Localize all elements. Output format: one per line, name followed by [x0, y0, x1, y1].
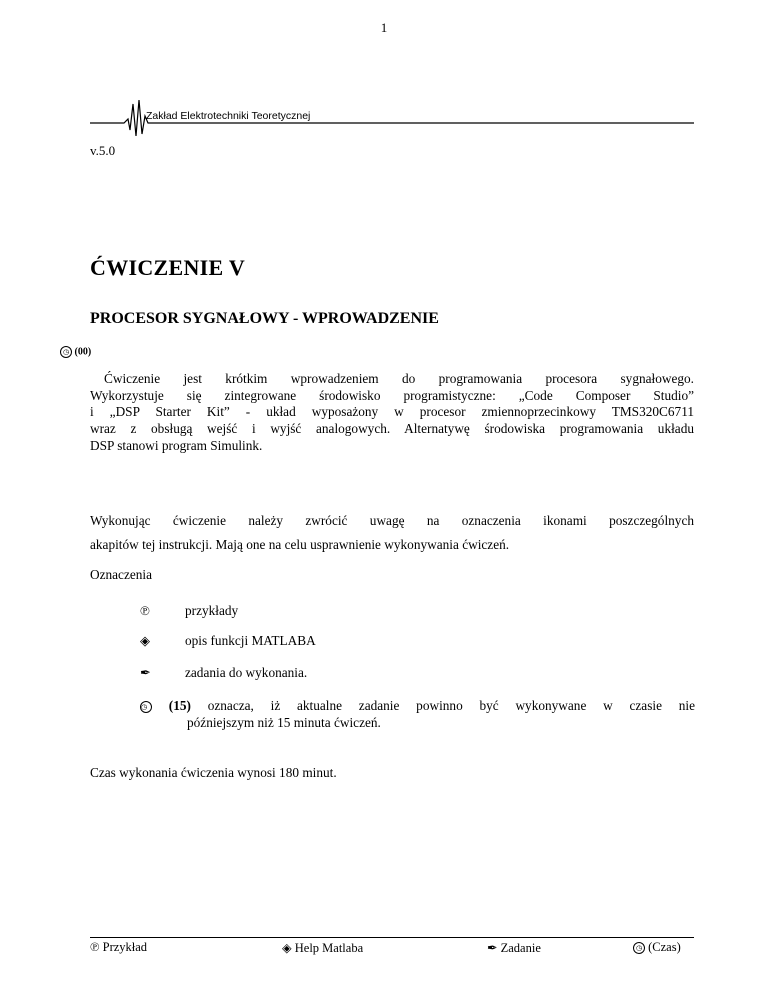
legend-item-label: opis funkcji MATLABA — [185, 633, 316, 648]
legend-title: Oznaczenia — [90, 567, 153, 582]
intro-line: i „DSP Starter Kit” - układ wyposażony w procesor zmiennoprzecinkowy TMS320C6711 — [90, 404, 694, 420]
footer-divider — [90, 937, 694, 938]
duration-text: Czas wykonania ćwiczenia wynosi 180 minut. — [90, 765, 337, 780]
time-label: (15) — [168, 698, 191, 713]
paragraph-line: Wykonując ćwiczenie należy zwrócić uwagę na oznaczenia ikonami poszczególnych — [90, 513, 694, 528]
legend-item-label: zadania do wykonania. — [185, 665, 308, 680]
example-icon: ℗ — [90, 940, 100, 954]
legend-item-label: przykłady — [185, 603, 239, 618]
clock-icon: ◷ — [60, 346, 72, 358]
page-subtitle: PROCESOR SYGNAŁOWY - WPROWADZENIE — [90, 310, 439, 327]
footer-help-label: Help Matlaba — [294, 941, 364, 955]
icons-paragraph — [90, 509, 694, 557]
time-marker-text: (00) — [74, 346, 92, 358]
example-icon: ℗ — [140, 603, 150, 618]
diamond-icon: ◈ — [282, 941, 292, 955]
intro-line: Ćwiczenie jest krótkim wprowadzeniem do programowania procesora sygnałowego. — [104, 371, 694, 386]
time-marker — [60, 346, 91, 358]
pen-icon: ✒ — [140, 665, 151, 680]
intro-line: Wykorzystuje się zintegrowane środowisko programistyczne: „Code Composer Studio” — [90, 387, 694, 403]
footer-time-label: (Czas) — [648, 940, 681, 954]
footer-help — [282, 940, 363, 956]
intro-paragraph — [90, 371, 694, 455]
footer-task — [487, 940, 541, 956]
clock-icon: ◷ — [633, 942, 645, 954]
version-label: v.5.0 — [90, 143, 116, 158]
footer-example-label: Przykład — [102, 940, 148, 954]
intro-line: DSP stanowi program Simulink. — [90, 437, 263, 453]
footer-task-label: Zadanie — [500, 941, 541, 955]
time-description-cont: późniejszym niż 15 minuta ćwiczeń. — [187, 715, 381, 730]
pen-icon: ✒ — [487, 941, 498, 955]
time-description: oznacza, iż aktualne zadanie powinno być wykonywane w czasie nie — [207, 698, 696, 713]
paragraph-line: akapitów tej instrukcji. Mają one na celu usprawnienie wykonywania ćwiczeń. — [90, 537, 510, 552]
page-title: ĆWICZENIE V — [90, 255, 246, 280]
intro-line: wraz z obsługą wejść i wyjść analogowych. Alternatywę środowiska programowania układu — [90, 421, 694, 437]
footer-time — [633, 940, 681, 955]
header-department: Zakład Elektrotechniki Teoretycznej — [146, 110, 311, 122]
page-number: 1 — [380, 20, 388, 35]
clock-icon: ◷ — [140, 701, 152, 713]
footer-example — [90, 940, 147, 955]
diamond-icon: ◈ — [140, 633, 150, 648]
legend-item-time — [140, 697, 695, 731]
